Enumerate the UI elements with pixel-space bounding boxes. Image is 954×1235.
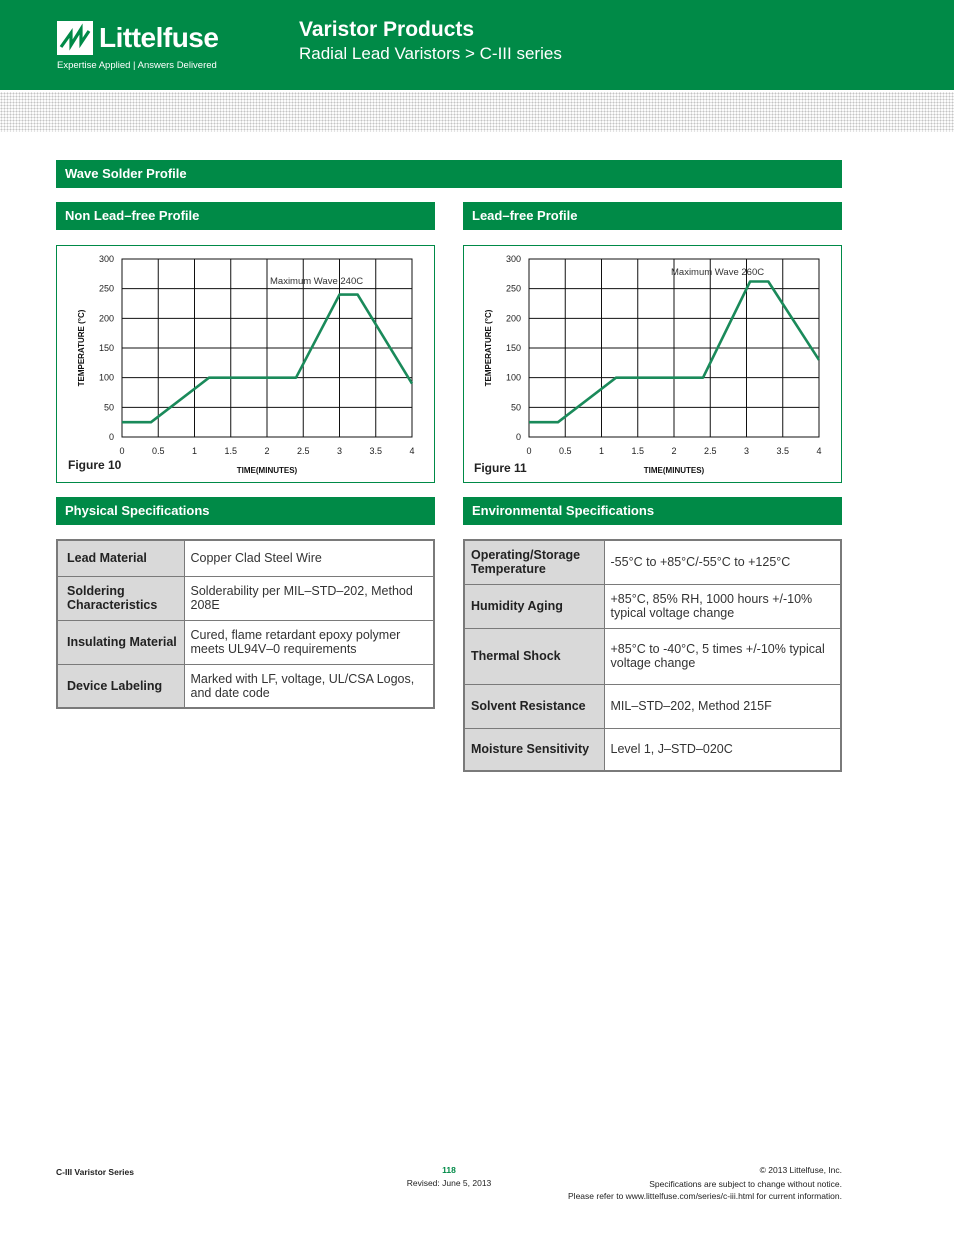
y-tick-label: 150 xyxy=(505,343,521,353)
spec-value: +85°C, 85% RH, 1000 hours +/-10% typical voltage change xyxy=(604,584,841,628)
spec-value: -55°C to +85°C/-55°C to +125°C xyxy=(604,540,841,584)
brand-tagline: Expertise Applied | Answers Delivered xyxy=(57,60,217,71)
y-tick-label: 50 xyxy=(510,402,521,413)
spec-value: Solderability per MIL–STD–202, Method 208E xyxy=(184,576,434,620)
brand-name: Littelfuse xyxy=(99,22,219,53)
x-tick-label: 0 xyxy=(119,446,125,456)
x-tick-label: 0 xyxy=(526,446,532,456)
spec-value: Cured, flame retardant epoxy polymer meets UL94V–0 requirements xyxy=(184,620,434,664)
spec-key: Humidity Aging xyxy=(464,584,604,628)
x-tick-label: 4 xyxy=(816,446,822,456)
x-tick-label: 2.5 xyxy=(703,446,717,456)
x-tick-label: 4 xyxy=(409,446,415,456)
x-tick-label: 3.5 xyxy=(369,446,383,456)
y-axis-label: TEMPERATURE (°C) xyxy=(77,309,86,387)
footer-series: C-III Varistor Series xyxy=(56,1167,134,1177)
y-tick-label: 0 xyxy=(108,432,114,442)
spec-value: +85°C to -40°C, 5 times +/-10% typical voltage change xyxy=(604,628,841,684)
y-tick-label: 300 xyxy=(98,254,114,264)
max-wave-annotation: Maximum Wave 260C xyxy=(671,267,765,278)
spec-key: Lead Material xyxy=(57,540,184,576)
figure-11-label: Figure 11 xyxy=(474,461,527,475)
spec-key: Soldering Characteristics xyxy=(57,576,184,620)
y-tick-label: 100 xyxy=(98,372,114,383)
table-row xyxy=(464,540,841,584)
x-tick-label: 1 xyxy=(598,446,605,456)
spec-key: Operating/Storage Temperature xyxy=(464,540,604,584)
table-row xyxy=(57,664,434,708)
x-tick-label: 3 xyxy=(743,446,750,456)
physical-specs-table xyxy=(56,539,435,709)
littelfuse-logo-icon xyxy=(57,21,93,55)
page-subtitle: Radial Lead Varistors > C-III series xyxy=(299,44,562,63)
table-row xyxy=(57,576,434,620)
x-tick-label: 1.5 xyxy=(224,446,238,456)
y-axis-label: TEMPERATURE (°C) xyxy=(484,309,493,387)
spec-key: Thermal Shock xyxy=(464,628,604,684)
section-lead-free-profile: Lead–free Profile xyxy=(463,202,842,230)
footer-page-number: 118 xyxy=(442,1165,456,1175)
figure-10-label: Figure 10 xyxy=(68,458,122,472)
y-tick-label: 150 xyxy=(98,343,114,353)
table-row xyxy=(464,628,841,684)
y-tick-label: 50 xyxy=(103,402,114,413)
table-row xyxy=(464,728,841,771)
section-wave-solder-profile: Wave Solder Profile xyxy=(56,160,842,188)
spec-key: Moisture Sensitivity xyxy=(464,728,604,771)
spec-value: MIL–STD–202, Method 215F xyxy=(604,684,841,728)
y-tick-label: 200 xyxy=(98,313,114,324)
x-tick-label: 2 xyxy=(264,446,270,456)
page-title: Varistor Products xyxy=(299,18,475,41)
footer-copyright: © 2013 Littelfuse, Inc. xyxy=(759,1165,842,1175)
x-axis-label: TIME(MINUTES) xyxy=(236,466,298,475)
spec-key: Device Labeling xyxy=(57,664,184,708)
y-tick-label: 100 xyxy=(505,372,521,383)
spec-key: Solvent Resistance xyxy=(464,684,604,728)
figure-10-box xyxy=(56,245,435,483)
table-row xyxy=(464,584,841,628)
max-wave-annotation: Maximum Wave 240C xyxy=(270,276,364,287)
x-tick-label: 2 xyxy=(671,446,677,456)
chart-lead-free-profile xyxy=(464,246,841,482)
chart-non-lead-free-profile xyxy=(57,246,434,482)
page-header xyxy=(0,0,954,90)
y-tick-label: 250 xyxy=(505,283,521,294)
table-row xyxy=(57,620,434,664)
x-tick-label: 1 xyxy=(191,446,198,456)
footer-notice: Specifications are subject to change without notice. xyxy=(649,1179,842,1189)
environmental-specs-table xyxy=(463,539,842,772)
spec-key: Insulating Material xyxy=(57,620,184,664)
footer-revised: Revised: June 5, 2013 xyxy=(406,1178,492,1188)
section-non-lead-free-profile: Non Lead–free Profile xyxy=(56,202,435,230)
x-tick-label: 3 xyxy=(336,446,343,456)
section-environmental-specifications: Environmental Specifications xyxy=(463,497,842,525)
table-row xyxy=(57,540,434,576)
y-tick-label: 250 xyxy=(98,283,114,294)
spec-value: Copper Clad Steel Wire xyxy=(184,540,434,576)
spec-value: Level 1, J–STD–020C xyxy=(604,728,841,771)
x-tick-label: 0.5 xyxy=(558,446,572,456)
x-tick-label: 1.5 xyxy=(631,446,645,456)
spec-value: Marked with LF, voltage, UL/CSA Logos, and date code xyxy=(184,664,434,708)
x-tick-label: 3.5 xyxy=(776,446,790,456)
x-tick-label: 0.5 xyxy=(151,446,165,456)
table-row xyxy=(464,684,841,728)
x-tick-label: 2.5 xyxy=(296,446,310,456)
y-tick-label: 200 xyxy=(505,313,521,324)
figure-11-box xyxy=(463,245,842,483)
section-physical-specifications: Physical Specifications xyxy=(56,497,435,525)
y-tick-label: 300 xyxy=(505,254,521,264)
y-tick-label: 0 xyxy=(515,432,521,442)
dot-pattern-divider xyxy=(0,92,954,132)
x-axis-label: TIME(MINUTES) xyxy=(643,466,705,475)
footer-refer: Please refer to www.littelfuse.com/series/c-iii.html for current information. xyxy=(568,1191,842,1201)
